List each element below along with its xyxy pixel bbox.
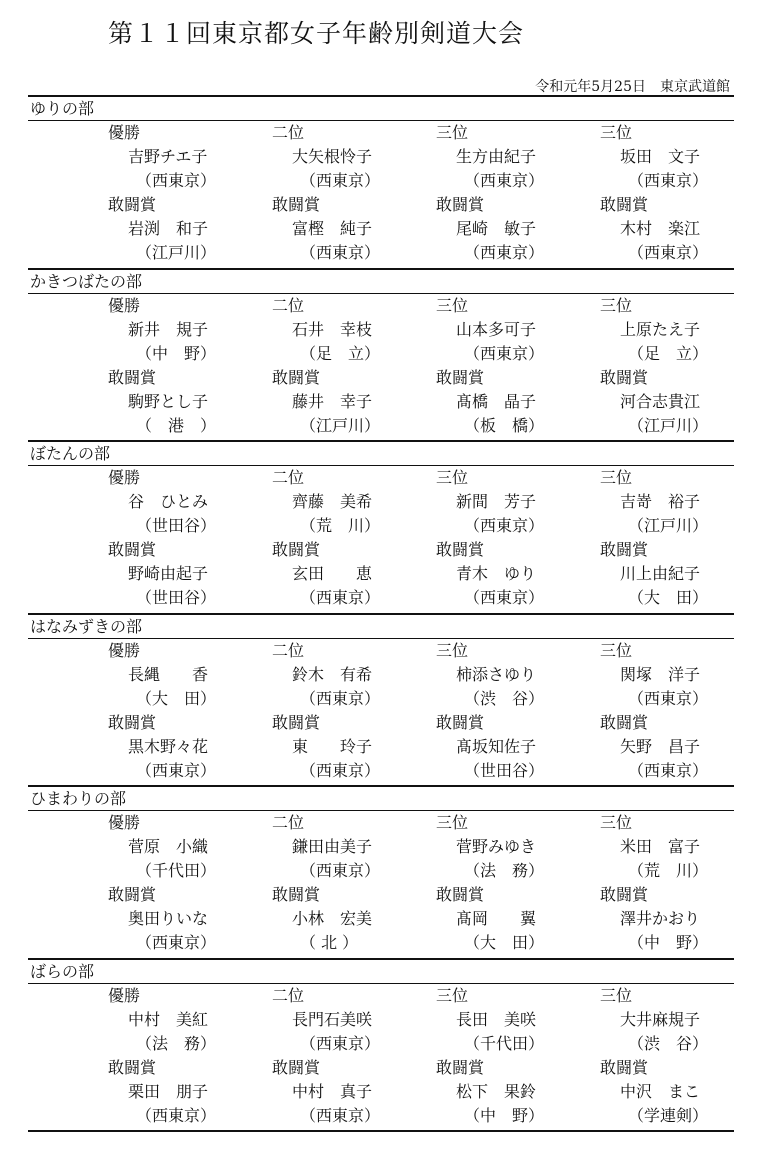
- page-title: 第１１回東京都女子年齢別剣道大会: [108, 19, 525, 48]
- winner-name: 長田 美咲: [456, 1009, 537, 1029]
- winner-affiliation: （西東京）: [628, 171, 709, 190]
- place-label-row: [28, 811, 734, 835]
- winner-affiliation: （西東京）: [464, 343, 545, 363]
- division-section: [28, 785, 734, 958]
- fighter-name-row: [28, 1080, 734, 1104]
- winner-affiliation: （千代田）: [136, 861, 217, 880]
- division-name: ゆりの部: [30, 99, 95, 118]
- division-name: はなみずきの部: [30, 616, 143, 636]
- fighter-affiliation-row: [28, 414, 734, 438]
- winner-affiliation: （江戸川）: [628, 516, 709, 535]
- fighter-name-row: [28, 735, 734, 759]
- winner-affiliation: （西東京）: [136, 171, 217, 190]
- winner-name: 新井 規子: [128, 319, 209, 339]
- fighter-affiliation-row: [28, 586, 734, 610]
- fighter-affiliation: （世田谷）: [136, 588, 217, 607]
- fighter-name: 中村 真子: [292, 1081, 373, 1101]
- winner-name: 山本多可子: [456, 319, 537, 339]
- winner-name: 関塚 洋子: [620, 664, 701, 684]
- fighter-name: 髙岡 翼: [456, 909, 537, 928]
- division-section: [28, 268, 734, 441]
- fighter-affiliation: （大 田）: [628, 588, 709, 607]
- winner-affiliation: （千代田）: [464, 1033, 545, 1053]
- place-label-row: [28, 639, 734, 663]
- date-venue: 令和元年5月25日 東京武道館: [535, 79, 730, 95]
- fighter-name: 髙坂知佐子: [456, 736, 537, 756]
- division-name: ばらの部: [30, 961, 95, 981]
- fighter-name: 岩渕 和子: [128, 219, 209, 238]
- fighter-name-row: [28, 390, 734, 414]
- winner-name-row: [28, 145, 734, 169]
- winner-name: 鎌田由美子: [292, 837, 373, 856]
- fighting-spirit-label: 敢闘賞: [600, 540, 649, 559]
- fighting-spirit-label: 敢闘賞: [272, 885, 321, 904]
- fighter-name: 野崎由起子: [128, 564, 209, 583]
- winner-affiliation: （西東京）: [628, 688, 709, 708]
- winner-affiliation: （世田谷）: [136, 516, 217, 535]
- winner-affiliation-row: [28, 687, 734, 711]
- winner-affiliation-row: [28, 169, 734, 193]
- winner-affiliation: （足 立）: [628, 343, 709, 363]
- fighter-name: 澤井かおり: [620, 909, 701, 928]
- winner-name: 石井 幸枝: [292, 319, 373, 339]
- division-section: [28, 440, 734, 613]
- place-label: 優勝: [108, 985, 141, 1005]
- place-label: 三位: [600, 468, 633, 487]
- fighter-affiliation: （江戸川）: [300, 415, 381, 435]
- fighting-spirit-label: 敢闘賞: [108, 367, 157, 387]
- fighter-affiliation: （中 野）: [628, 933, 709, 952]
- fighting-spirit-label: 敢闘賞: [436, 712, 485, 732]
- place-label-row: [28, 294, 734, 318]
- winner-affiliation: （西東京）: [300, 688, 381, 708]
- fighter-name: 小林 宏美: [292, 909, 373, 928]
- winner-name: 新間 芳子: [456, 492, 537, 511]
- place-label: 優勝: [108, 640, 141, 660]
- fight-label-row: [28, 883, 734, 907]
- winner-name: 大井麻規子: [620, 1009, 701, 1029]
- fighting-spirit-label: 敢闘賞: [600, 712, 649, 732]
- place-label: 二位: [272, 295, 305, 315]
- winner-affiliation: （法 務）: [464, 861, 545, 880]
- fighter-affiliation: （江戸川）: [628, 415, 709, 435]
- fighting-spirit-label: 敢闘賞: [436, 1057, 485, 1077]
- fighter-name: 栗田 朋子: [128, 1081, 209, 1101]
- fight-label-row: [28, 366, 734, 390]
- fighter-name: 青木 ゆり: [456, 564, 537, 583]
- winner-affiliation: （西東京）: [464, 171, 545, 190]
- fighter-name: 藤井 幸子: [292, 391, 373, 411]
- place-label: 三位: [436, 640, 469, 660]
- winner-affiliation: （中 野）: [136, 343, 217, 363]
- fighter-name-row: [28, 217, 734, 241]
- fighting-spirit-label: 敢闘賞: [436, 885, 485, 904]
- place-label-row: [28, 984, 734, 1008]
- fighting-spirit-label: 敢闘賞: [436, 367, 485, 387]
- fighting-spirit-label: 敢闘賞: [600, 885, 649, 904]
- fighter-affiliation: （西東京）: [136, 1105, 217, 1125]
- winner-affiliation: （西東京）: [300, 1033, 381, 1053]
- winner-name: 吉野チエ子: [128, 147, 208, 166]
- fighter-affiliation: （西東京）: [136, 760, 217, 780]
- winner-name: 鈴木 有希: [292, 664, 373, 684]
- winner-affiliation: （荒 川）: [300, 516, 381, 535]
- winner-affiliation: （法 務）: [136, 1033, 217, 1053]
- fighting-spirit-label: 敢闘賞: [600, 195, 649, 214]
- place-label: 三位: [436, 468, 469, 487]
- fighting-spirit-label: 敢闘賞: [600, 1057, 649, 1077]
- fighting-spirit-label: 敢闘賞: [108, 712, 157, 732]
- fighting-spirit-label: 敢闘賞: [108, 540, 157, 559]
- fighting-spirit-label: 敢闘賞: [272, 195, 321, 214]
- fighter-affiliation: （大 田）: [464, 933, 545, 952]
- fight-label-row: [28, 1056, 734, 1080]
- fighter-name: 松下 果鈴: [456, 1081, 537, 1101]
- place-label: 三位: [436, 123, 469, 142]
- winner-name: 齊藤 美希: [292, 492, 373, 511]
- winner-affiliation: （西東京）: [300, 171, 381, 190]
- fight-label-row: [28, 538, 734, 562]
- place-label: 二位: [272, 813, 305, 832]
- winner-name: 大矢根怜子: [292, 147, 373, 166]
- place-label: 三位: [436, 985, 469, 1005]
- fighter-name: 駒野とし子: [128, 391, 209, 411]
- division-name: ぼたんの部: [30, 444, 111, 463]
- winner-name-row: [28, 663, 734, 687]
- division-name: かきつばたの部: [30, 271, 143, 291]
- fighter-affiliation: （西東京）: [464, 243, 545, 262]
- winner-name: 吉嵜 裕子: [620, 492, 701, 511]
- fight-label-row: [28, 193, 734, 217]
- fighting-spirit-label: 敢闘賞: [436, 540, 485, 559]
- place-label: 三位: [600, 813, 633, 832]
- place-label: 優勝: [108, 813, 141, 832]
- fighter-affiliation-row: [28, 931, 734, 955]
- place-label-row: [28, 121, 734, 145]
- winner-name-row: [28, 318, 734, 342]
- fighter-name: 中沢 まこ: [620, 1081, 701, 1101]
- fighter-name: 矢野 昌子: [620, 736, 701, 756]
- winner-name: 菅原 小織: [128, 837, 209, 856]
- fighter-affiliation: （学連剣）: [628, 1105, 709, 1125]
- place-label: 二位: [272, 640, 305, 660]
- fighter-name: 川上由紀子: [620, 564, 701, 583]
- fighter-affiliation: （西東京）: [628, 243, 709, 262]
- winner-name: 菅野みゆき: [456, 837, 537, 856]
- winner-name-row: [28, 835, 734, 859]
- fighter-name-row: [28, 907, 734, 931]
- winner-affiliation-row: [28, 342, 734, 366]
- place-label: 三位: [600, 985, 633, 1005]
- winner-name: 長縄 香: [128, 664, 209, 684]
- winner-affiliation-row: [28, 1032, 734, 1056]
- winner-name: 生方由紀子: [456, 147, 537, 166]
- fighter-name: 玄田 恵: [292, 564, 373, 583]
- place-label: 三位: [600, 640, 633, 660]
- winner-name-row: [28, 490, 734, 514]
- winner-affiliation: （西東京）: [300, 861, 381, 880]
- fighter-affiliation: （ 北 ）: [300, 933, 359, 952]
- fighting-spirit-label: 敢闘賞: [272, 367, 321, 387]
- fighter-affiliation: （西東京）: [136, 933, 217, 952]
- fighter-affiliation: （西東京）: [628, 760, 709, 780]
- fighter-affiliation: （西東京）: [300, 760, 381, 780]
- fighter-name: 木村 楽江: [620, 219, 701, 238]
- fighter-affiliation: （西東京）: [300, 1105, 381, 1125]
- fighter-name: 奥田りいな: [128, 909, 209, 928]
- place-label: 三位: [600, 123, 633, 142]
- place-label: 二位: [272, 123, 305, 142]
- winner-name: 長門石美咲: [292, 1009, 373, 1029]
- fighting-spirit-label: 敢闘賞: [600, 367, 649, 387]
- division-section: [28, 613, 734, 786]
- fighter-name: 尾崎 敏子: [456, 219, 537, 238]
- place-label: 優勝: [108, 468, 141, 487]
- place-label: 二位: [272, 985, 305, 1005]
- winner-affiliation: （大 田）: [136, 688, 217, 708]
- fighter-name-row: [28, 562, 734, 586]
- fighter-affiliation: （板 橋）: [464, 415, 545, 435]
- fighter-affiliation-row: [28, 1104, 734, 1128]
- fighter-affiliation-row: [28, 241, 734, 265]
- place-label: 優勝: [108, 123, 141, 142]
- fighting-spirit-label: 敢闘賞: [108, 885, 157, 904]
- winner-name: 谷 ひとみ: [128, 492, 209, 511]
- fighter-name: 東 玲子: [292, 736, 373, 756]
- winner-name-row: [28, 1008, 734, 1032]
- fighter-affiliation-row: [28, 759, 734, 783]
- results-list: [28, 95, 734, 1132]
- place-label: 三位: [600, 295, 633, 315]
- fighter-name: 髙橋 晶子: [456, 391, 537, 411]
- fighter-affiliation: （中 野）: [464, 1105, 545, 1125]
- winner-affiliation: （荒 川）: [628, 861, 709, 880]
- fight-label-row: [28, 711, 734, 735]
- fighter-affiliation: （西東京）: [300, 588, 381, 607]
- fighter-name: 河合志貴江: [620, 391, 701, 411]
- fighting-spirit-label: 敢闘賞: [272, 712, 321, 732]
- winner-name: 中村 美紅: [128, 1009, 209, 1029]
- fighter-name: 黒木野々花: [128, 736, 209, 756]
- winner-name: 柿添さゆり: [456, 664, 537, 684]
- fighting-spirit-label: 敢闘賞: [272, 1057, 321, 1077]
- winner-affiliation: （西東京）: [464, 516, 545, 535]
- division-section: [28, 95, 734, 268]
- winner-name: 上原たえ子: [620, 319, 701, 339]
- winner-affiliation-row: [28, 514, 734, 538]
- winner-name: 米田 富子: [620, 837, 701, 856]
- place-label: 三位: [436, 295, 469, 315]
- winner-affiliation: （渋 谷）: [628, 1033, 709, 1053]
- fighting-spirit-label: 敢闘賞: [272, 540, 321, 559]
- fighting-spirit-label: 敢闘賞: [108, 195, 157, 214]
- division-name: ひまわりの部: [30, 789, 127, 808]
- place-label: 優勝: [108, 295, 141, 315]
- fighter-affiliation: （西東京）: [464, 588, 545, 607]
- place-label-row: [28, 466, 734, 490]
- fighter-name: 富樫 純子: [292, 219, 373, 238]
- winner-name: 坂田 文子: [620, 147, 701, 166]
- fighting-spirit-label: 敢闘賞: [436, 195, 485, 214]
- division-section: [28, 958, 734, 1133]
- fighter-affiliation: （世田谷）: [464, 760, 545, 780]
- fighting-spirit-label: 敢闘賞: [108, 1057, 157, 1077]
- fighter-affiliation: （西東京）: [300, 243, 381, 262]
- place-label: 三位: [436, 813, 469, 832]
- place-label: 二位: [272, 468, 305, 487]
- fighter-affiliation: （江戸川）: [136, 243, 217, 262]
- fighter-affiliation: （ 港 ）: [136, 415, 217, 435]
- winner-affiliation: （渋 谷）: [464, 688, 545, 708]
- winner-affiliation: （足 立）: [300, 343, 381, 363]
- winner-affiliation-row: [28, 859, 734, 883]
